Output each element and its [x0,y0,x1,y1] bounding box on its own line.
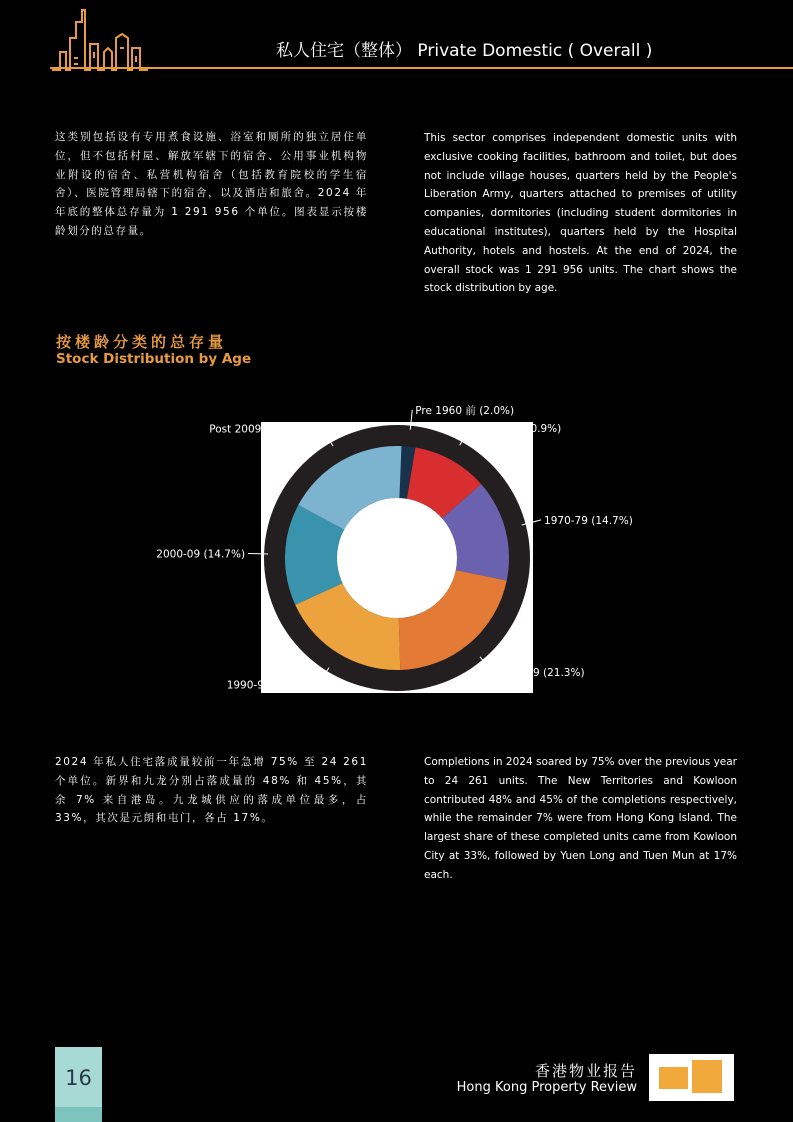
page-number: 16 [65,1066,92,1090]
publication-title-zh: 香港物业报告 [534,1062,637,1080]
publication-logo-square-small [659,1067,688,1089]
intro-paragraph-en: This sector comprises independent domestic units with exclusive cooking facilities, bathroom and toilet, but does not include village houses, quarters held by the People's Liberation Army, quarters attached to premises of utility companies, dormitories (including student dormitories in educational institutes), quarters held by the Hospital Authority, hotels and hostels. At the end of 2024, the overall stock was 1 291 956 units. The chart shows the stock distribution by age. [424,132,737,295]
chart-heading-en: Stock Distribution by Age [56,351,252,367]
completion-paragraph-zh: 2024 年私人住宅落成量较前一年急增 75% 至 24 261 个单位。新界和九龙分别占落成量的 48% 和 45%，其余 7% 来自港岛。九龙城供应的落成单位最多，占 33%，其次是元朗和屯门，各占 17%。 [55,756,368,825]
page-tab-stripe [55,1107,102,1122]
donut-hole [337,498,457,618]
slice-label-leader [248,553,268,554]
chart-heading-zh: 按楼龄分类的总存量 [56,333,228,351]
slice-label: 1980-89 (21.3%) [495,667,585,680]
city-skyline-icon [50,8,150,74]
completion-paragraph-en: Completions in 2024 soared by 75% over the previous year to 24 261 units. The New Territories and Kowloon contributed 48% and 45% of the completions respectively, while the remainder 7% were from Hong Kong Island. The largest share of these completed units came from Kowloon City at 33%, followed by Yuen Long and Tuen Mun at 17% each. [424,756,737,881]
publication-title-en: Hong Kong Property Review [456,1080,637,1095]
header-divider [50,67,793,69]
slice-label: 1960-69 (10.9%) [472,422,562,435]
stock-age-donut-chart [0,400,793,700]
intro-paragraph-zh: 这类别包括设有专用煮食设施、浴室和厕所的独立居住单位，但不包括村屋、解放军辖下的宿舍、公用事业机构物业附设的宿舍、私营机构宿舍（包括教育院校的学生宿舍）、医院管理局辖下的宿舍，以及酒店和旅舍。2024 年年底的整体总存量为 1 291 956 个单位。图表显示按楼龄划分的总存量。 [55,131,368,237]
publication-logo-square-large [692,1060,722,1093]
slice-label: 2000-09 (14.7%) [156,548,246,561]
slice-label: Pre 1960 前 (2.0%) [415,404,515,417]
section-title: 私人住宅（整体） Private Domestic ( Overall ) [276,41,653,61]
slice-label: Post 2009 后 (17.8%) [209,423,321,436]
slice-label: 1990-99 (18.6%) [226,679,316,692]
slice-label: 1970-79 (14.7%) [544,514,633,527]
